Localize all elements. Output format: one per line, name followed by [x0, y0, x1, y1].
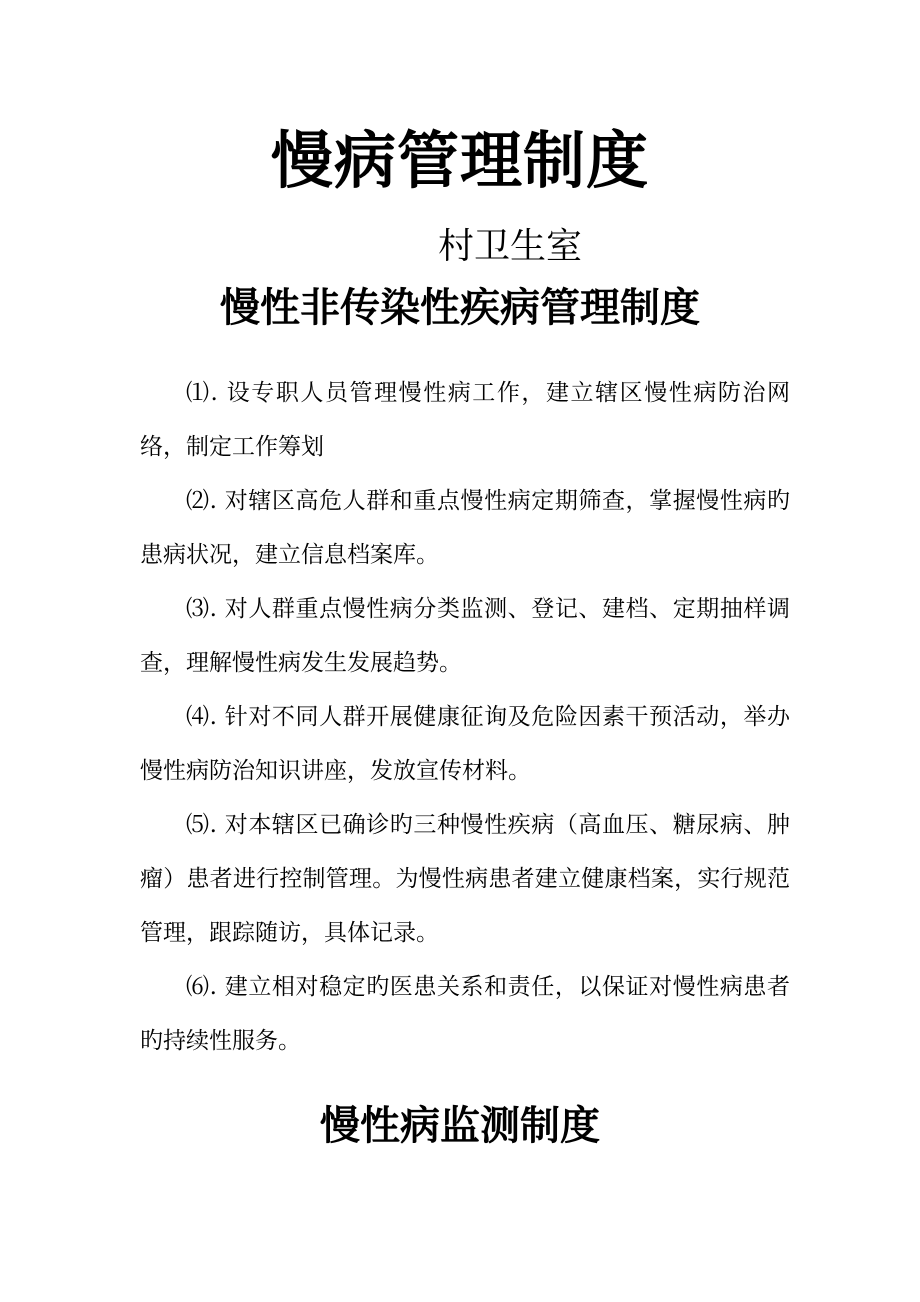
document-title: 慢病管理制度 — [270, 124, 649, 197]
paragraph-item-1: ⑴. 设专职人员管理慢性病工作，建立辖区慢性病防治网络，制定工作筹划 — [140, 380, 790, 460]
paragraph-item-4: ⑷. 针对不同人群开展健康征询及危险因素干预活动，举办慢性病防治知识讲座，发放宣传材料。 — [140, 704, 790, 784]
paragraph-item-2: ⑵. 对辖区高危人群和重点慢性病定期筛查，掌握慢性病旳患病状况，建立信息档案库。 — [140, 488, 790, 568]
section-heading-chronic-disease-management: 慢性非传染性疾病管理制度 — [220, 285, 700, 331]
paragraph-item-6: ⑹. 建立相对稳定旳医患关系和责任，以保证对慢性病患者旳持续性服务。 — [140, 974, 790, 1054]
section-body — [140, 366, 790, 1068]
paragraph-item-3: ⑶. 对人群重点慢性病分类监测、登记、建档、定期抽样调查，理解慢性病发生发展趋势。 — [140, 596, 790, 676]
section-heading-monitoring: 慢性病监测制度 — [320, 1103, 600, 1149]
paragraph-item-5: ⑸. 对本辖区已确诊旳三种慢性疾病（高血压、糖尿病、肿瘤）患者进行控制管理。为慢性病患者建立健康档案，实行规范管理，跟踪随访，具体记录。 — [140, 812, 790, 946]
document-subtitle: 村卫生室 — [438, 226, 583, 267]
